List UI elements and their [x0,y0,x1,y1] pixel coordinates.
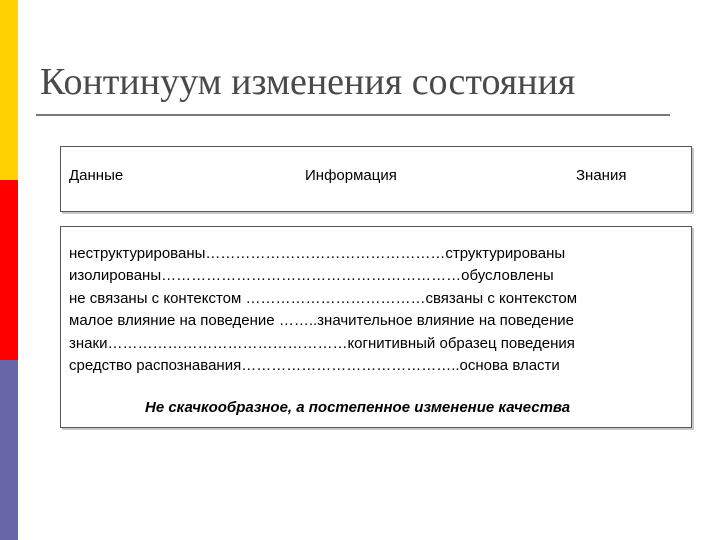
conclusion-text: Не скачкообразное, а постепенное изменение качества [145,399,571,416]
comparison-lines [69,243,577,377]
header-information: Информация [305,167,397,184]
comparison-line: изолированы……………………………………………………обусловлены [69,267,554,285]
headers-box [60,146,692,212]
header-knowledge: Знания [576,167,627,184]
comparison-line: средство распознавания……………………………………..основа власти [69,357,560,375]
slide-title: Континуум изменения состояния [40,61,576,103]
comparison-line: неструктурированы…………………………………………структурированы [69,245,566,262]
accent-bar-yellow [0,0,18,180]
accent-bar-red [0,180,18,360]
header-data: Данные [69,167,124,184]
comparison-line: знаки…………………………………………когнитивный образец поведения [69,334,575,352]
comparison-line: не связаны с контекстом ………………………………связаны с контекстом [69,289,578,307]
title-underline [36,114,670,116]
accent-bar-purple [0,360,18,540]
comparison-box [60,226,692,428]
comparison-line: малое влияние на поведение ……..значительное влияние на поведение [69,312,574,330]
